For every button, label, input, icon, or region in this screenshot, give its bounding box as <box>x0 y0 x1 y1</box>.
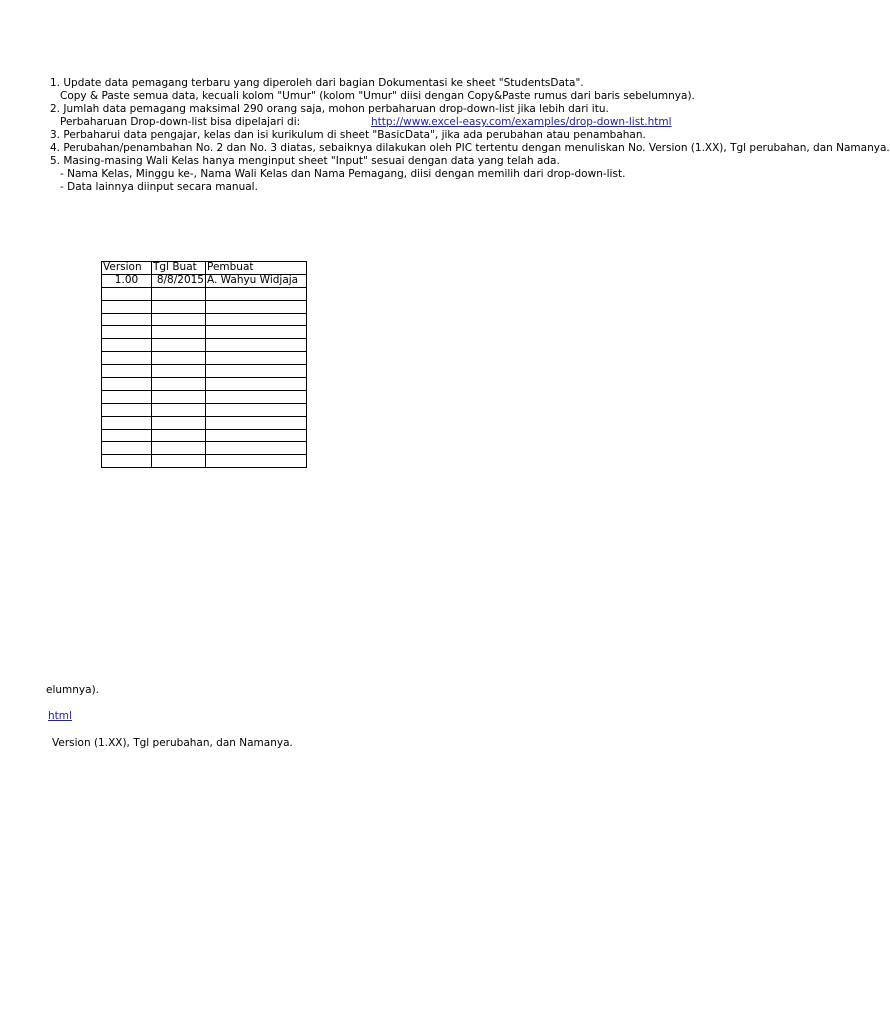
table-row <box>102 378 307 391</box>
author-cell[interactable] <box>206 300 307 313</box>
author-cell[interactable] <box>206 442 307 455</box>
version-cell[interactable] <box>102 365 152 378</box>
author-cell[interactable] <box>206 365 307 378</box>
author-cell[interactable] <box>206 352 307 365</box>
version-cell[interactable] <box>102 300 152 313</box>
date-cell[interactable] <box>152 390 206 403</box>
author-cell[interactable] <box>206 339 307 352</box>
date-cell[interactable] <box>152 339 206 352</box>
instruction-2-detail: Perbaharuan Drop-down-list bisa dipelajari di: <box>60 116 301 128</box>
table-row <box>102 274 307 287</box>
date-cell[interactable] <box>152 287 206 300</box>
version-table <box>101 261 307 468</box>
author-cell[interactable]: A. Wahyu Widjaja <box>206 274 307 287</box>
table-header-row <box>102 262 307 275</box>
date-cell[interactable] <box>152 378 206 391</box>
author-cell[interactable] <box>206 390 307 403</box>
date-cell[interactable] <box>152 455 206 468</box>
instruction-5: 5. Masing-masing Wali Kelas hanya menginput sheet "Input" sesuai dengan data yang telah ada. <box>50 155 560 167</box>
author-cell[interactable] <box>206 378 307 391</box>
table-row <box>102 365 307 378</box>
overflow-text-2 <box>48 710 368 724</box>
version-cell[interactable] <box>102 416 152 429</box>
header-cell[interactable]: Version <box>102 262 152 275</box>
version-cell[interactable] <box>102 442 152 455</box>
instruction-3: 3. Perbaharui data pengajar, kelas dan isi kurikulum di sheet "BasicData", jika ada perubahan atau penambahan. <box>50 129 646 141</box>
version-cell[interactable] <box>102 287 152 300</box>
table-row <box>102 416 307 429</box>
overflow-line2-tail: elumnya). <box>46 684 99 696</box>
date-cell[interactable] <box>152 416 206 429</box>
table-row <box>102 339 307 352</box>
instruction-5-detail-a: - Nama Kelas, Minggu ke-, Nama Wali Kelas dan Nama Pemagang, diisi dengan memilih dari drop-down-list. <box>60 168 626 180</box>
table-row <box>102 287 307 300</box>
date-cell[interactable] <box>152 365 206 378</box>
version-cell[interactable] <box>102 390 152 403</box>
date-cell[interactable] <box>152 300 206 313</box>
instruction-1: 1. Update data pemagang terbaru yang diperoleh dari bagian Dokumentasi ke sheet "StudentsData". <box>50 77 584 89</box>
overflow-line6-tail: Version (1.XX), Tgl perubahan, dan Namanya. <box>52 737 293 749</box>
date-cell[interactable] <box>152 326 206 339</box>
author-cell[interactable] <box>206 313 307 326</box>
instruction-4: 4. Perubahan/penambahan No. 2 dan No. 3 diatas, sebaiknya dilakukan oleh PIC tertentu dengan menuliskan No. Version (1.XX), Tgl perubahan, dan Namanya. <box>50 142 890 154</box>
author-cell[interactable] <box>206 326 307 339</box>
table-row <box>102 313 307 326</box>
author-cell[interactable] <box>206 287 307 300</box>
version-cell[interactable] <box>102 455 152 468</box>
header-cell[interactable]: Pembuat <box>206 262 307 275</box>
date-cell[interactable] <box>152 403 206 416</box>
author-cell[interactable] <box>206 403 307 416</box>
version-cell[interactable] <box>102 429 152 442</box>
version-cell[interactable] <box>102 378 152 391</box>
overflow-link-tail[interactable]: html <box>48 710 72 722</box>
overflow-text-1 <box>48 684 368 698</box>
table-row <box>102 403 307 416</box>
header-cell[interactable]: Tgl Buat <box>152 262 206 275</box>
date-cell[interactable] <box>152 429 206 442</box>
table-row <box>102 455 307 468</box>
author-cell[interactable] <box>206 429 307 442</box>
date-cell[interactable] <box>152 442 206 455</box>
version-cell[interactable] <box>102 403 152 416</box>
overflow-text-3 <box>48 737 468 751</box>
table-row <box>102 326 307 339</box>
drop-down-list-link[interactable]: http://www.excel-easy.com/examples/drop-down-list.html <box>371 116 672 128</box>
instruction-5-detail-b: - Data lainnya diinput secara manual. <box>60 181 258 193</box>
version-cell[interactable] <box>102 313 152 326</box>
table-row <box>102 442 307 455</box>
table-row <box>102 300 307 313</box>
version-cell[interactable] <box>102 326 152 339</box>
instruction-1-detail: Copy & Paste semua data, kecuali kolom "Umur" (kolom "Umur" diisi dengan Copy&Paste rumus dari baris sebelumnya). <box>60 90 695 102</box>
author-cell[interactable] <box>206 455 307 468</box>
instructions-block <box>0 77 890 197</box>
version-cell[interactable] <box>102 339 152 352</box>
table-row <box>102 429 307 442</box>
version-cell[interactable] <box>102 352 152 365</box>
date-cell[interactable] <box>152 352 206 365</box>
table-row <box>102 352 307 365</box>
instruction-2: 2. Jumlah data pemagang maksimal 290 orang saja, mohon perbaharuan drop-down-list jika lebih dari itu. <box>50 103 609 115</box>
version-cell[interactable]: 1.00 <box>102 274 152 287</box>
version-table-body <box>102 262 307 468</box>
author-cell[interactable] <box>206 416 307 429</box>
date-cell[interactable] <box>152 313 206 326</box>
table-row <box>102 390 307 403</box>
date-cell[interactable]: 8/8/2015 <box>152 274 206 287</box>
